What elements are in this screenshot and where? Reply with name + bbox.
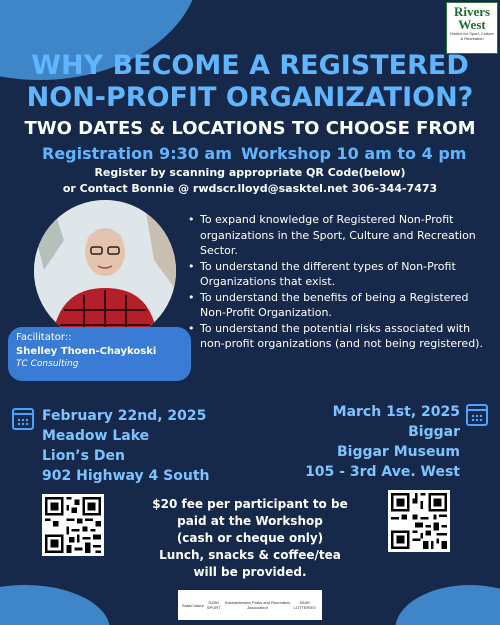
title-line2: NON-PROFIT ORGANIZATION? <box>26 82 474 113</box>
event-right-date: March 1st, 2025 <box>332 404 460 420</box>
event-left-venue: Lion’s Den <box>42 448 125 464</box>
event-left-city: Meadow Lake <box>42 428 150 444</box>
goal-item: • To understand the different types of Non-Profit Organizations that exist. <box>186 259 490 290</box>
event-right-venue: Biggar Museum <box>336 444 460 460</box>
event-left <box>42 406 210 486</box>
event-right-address: 105 - 3rd Ave. West <box>305 464 460 480</box>
bottom-right-blob <box>395 585 500 625</box>
qr-code-biggar[interactable] <box>388 490 450 552</box>
fee-line: paid at the Workshop <box>177 514 323 528</box>
event-left-date: February 22nd, 2025 <box>42 408 207 424</box>
goal-item: • To understand the benefits of being a Registered Non-Profit Organization. <box>186 290 490 321</box>
facilitator-label: Facilitator:: <box>16 332 72 343</box>
fee-line: $20 fee per participant to be <box>152 497 348 511</box>
fee-line: (cash or cheque only) <box>176 531 324 545</box>
sponsor-sasksport: SASK SPORT <box>206 600 221 610</box>
sponsor-sasklotteries: SASK LOTTERIES <box>293 600 316 610</box>
register-line: Register by scanning appropriate QR Code(below) <box>94 166 406 179</box>
sponsor-logos <box>178 590 322 620</box>
workshop-time: Workshop 10 am to 4 pm <box>241 144 467 163</box>
sponsor-spra: Saskatchewan Parks and Recreation Association <box>224 600 291 610</box>
calendar-icon <box>12 408 34 430</box>
bottom-left-blob <box>0 585 110 625</box>
qr-code-meadow-lake[interactable] <box>42 494 104 556</box>
fee-info <box>150 496 350 581</box>
event-right <box>305 402 460 482</box>
title-line1: WHY BECOME A REGISTERED <box>31 50 469 81</box>
calendar-icon <box>466 404 488 426</box>
subtitle: TWO DATES & LOCATIONS TO CHOOSE FROM <box>24 118 476 139</box>
logo-line2: West <box>458 17 486 32</box>
event-right-city: Biggar <box>408 424 460 440</box>
event-left-address: 902 Highway 4 South <box>42 468 210 484</box>
facilitator-name: Shelley Thoen-Chaykoski <box>16 346 157 357</box>
facilitator-box <box>8 327 191 381</box>
goal-item: • To understand the potential risks associated with non-profit organizations (and not being registered). <box>186 321 490 352</box>
registration-time: Registration 9:30 am <box>42 144 232 163</box>
facilitator-photo <box>34 200 176 342</box>
logo-line1: Rivers <box>453 4 491 19</box>
logo-line3: District for Sport, Culture & Recreation <box>450 31 494 41</box>
sponsor-saskculture: SaskCulture <box>182 602 204 608</box>
facilitator-company: TC Consulting <box>16 359 79 369</box>
contact-line: or Contact Bonnie @ rwdscr.lloyd@sasktel.net 306-344-7473 <box>62 182 438 195</box>
fee-line: Lunch, snacks & coffee/tea <box>159 548 341 562</box>
goal-item: • To expand knowledge of Registered Non-Profit organizations in the Sport, Culture and Recreation Sector. <box>186 212 490 259</box>
goals-list <box>186 212 490 352</box>
rivers-west-logo <box>446 2 498 54</box>
fee-line: will be provided. <box>193 565 307 579</box>
